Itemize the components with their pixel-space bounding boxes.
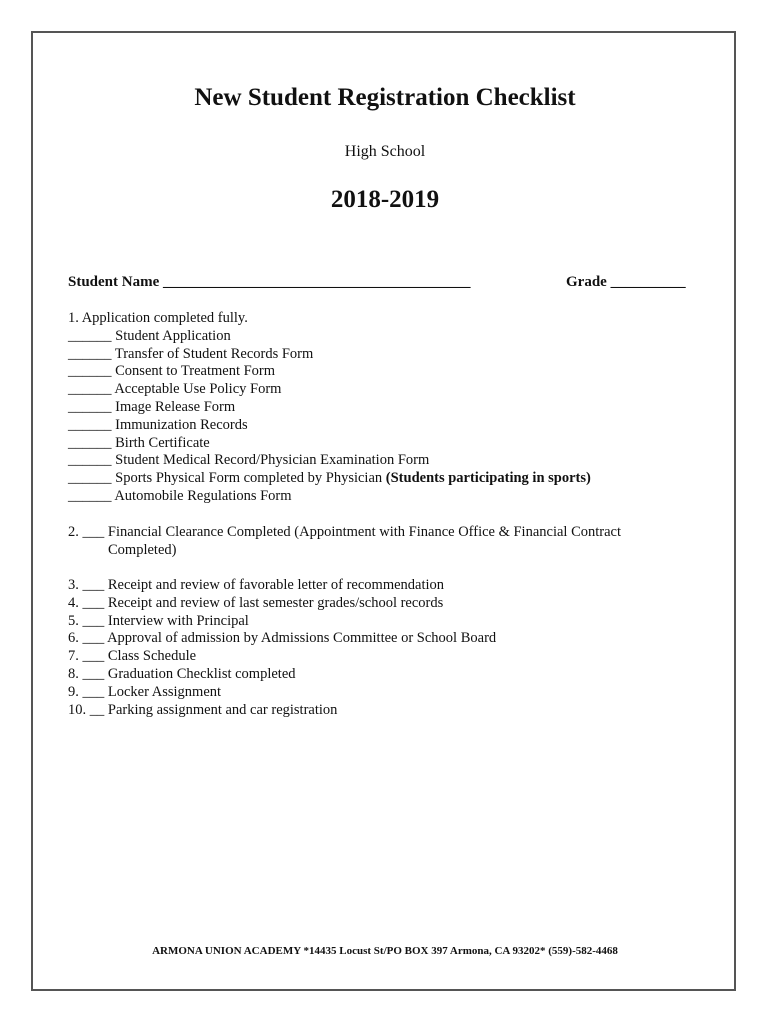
item-text: Receipt and review of favorable letter of recommendation — [107, 577, 445, 593]
checklist-item — [68, 328, 591, 346]
check-blank[interactable]: ___ — [82, 665, 105, 682]
checklist-item — [68, 435, 591, 453]
check-blank[interactable]: ______ — [68, 345, 112, 362]
section-1-heading: 1. Application completed fully. — [68, 310, 248, 326]
check-blank[interactable]: ______ — [68, 434, 112, 451]
item-text: Immunization Records — [115, 416, 248, 433]
checklist-item — [68, 630, 496, 648]
item-number: 2. — [68, 524, 79, 540]
item-number: 6. — [68, 630, 79, 647]
item-text: Student Application — [115, 327, 231, 344]
item-text: Class Schedule — [107, 648, 197, 665]
checklist-item — [68, 577, 496, 595]
check-blank[interactable]: ___ — [82, 577, 105, 593]
footer-address: ARMONA UNION ACADEMY *14435 Locust St/PO BOX 397 Armona, CA 93202* (559)-582-4468 — [152, 945, 618, 957]
check-blank[interactable]: ______ — [68, 381, 112, 398]
item-text: Acceptable Use Policy Form — [114, 381, 282, 398]
checklist-item — [68, 363, 591, 381]
item-text: Approval of admission by Admissions Committee or School Board — [107, 630, 497, 647]
checklist-item — [68, 684, 496, 702]
section-3-list — [68, 577, 496, 719]
section-2-financial — [68, 524, 621, 560]
document-border — [31, 31, 736, 991]
check-blank[interactable]: ______ — [68, 452, 112, 469]
item-text: Birth Certificate — [115, 434, 210, 451]
check-blank[interactable]: ______ — [68, 363, 112, 380]
check-blank[interactable]: ______ — [68, 487, 112, 504]
checklist-item — [68, 595, 496, 613]
check-blank[interactable]: __ — [89, 701, 105, 718]
grade-field[interactable] — [566, 274, 686, 291]
section-2-line-2: Completed) — [108, 541, 177, 558]
item-text: Image Release Form — [115, 398, 236, 415]
section-2-line-1 — [68, 524, 621, 542]
checklist-item — [68, 666, 496, 684]
checklist-item — [68, 613, 496, 631]
school-year: 2018-2019 — [330, 186, 440, 213]
item-text: Parking assignment and car registration — [107, 701, 338, 718]
check-blank[interactable]: ______ — [68, 327, 112, 344]
item-text: Consent to Treatment Form — [115, 363, 276, 380]
item-note: (Students participating in sports) — [385, 470, 591, 487]
check-blank[interactable]: ______ — [68, 416, 112, 433]
item-text: Financial Clearance Completed (Appointment with Finance Office & Financial Contract — [107, 524, 622, 540]
item-text: Interview with Principal — [107, 612, 249, 629]
document-title: New Student Registration Checklist — [194, 84, 576, 111]
item-number: 10. — [68, 701, 87, 718]
item-number: 5. — [68, 612, 79, 629]
checklist-item — [68, 417, 591, 435]
item-text: Transfer of Student Records Form — [114, 345, 314, 362]
check-blank[interactable]: ___ — [82, 524, 105, 540]
item-text: Receipt and review of last semester grades/school records — [107, 594, 444, 611]
checklist-item — [68, 702, 496, 720]
item-number: 8. — [68, 665, 79, 682]
checklist-item — [68, 381, 591, 399]
document-subtitle: High School — [344, 143, 426, 160]
item-text: Sports Physical Form completed by Physician — [115, 470, 383, 487]
item-text: Graduation Checklist completed — [107, 665, 296, 682]
item-text: Locker Assignment — [107, 683, 222, 700]
item-text: Automobile Regulations Form — [114, 487, 292, 504]
grade-label: Grade — [566, 274, 607, 290]
check-blank[interactable]: ___ — [82, 612, 105, 629]
grade-blank[interactable]: __________ — [610, 274, 686, 290]
item-number: 9. — [68, 683, 79, 700]
check-blank[interactable]: ___ — [82, 683, 105, 700]
item-number: 3. — [68, 577, 79, 593]
checklist-item — [68, 452, 591, 470]
checklist-item — [68, 346, 591, 364]
section-1-application — [68, 310, 591, 506]
checklist-item — [68, 648, 496, 666]
student-name-label: Student Name — [68, 274, 160, 290]
checklist-item — [68, 488, 591, 506]
item-text: Student Medical Record/Physician Examination Form — [115, 452, 430, 469]
checklist-item — [68, 470, 591, 488]
check-blank[interactable]: ___ — [82, 630, 105, 647]
check-blank[interactable]: ___ — [82, 594, 105, 611]
item-number: 7. — [68, 648, 79, 665]
student-name-field[interactable] — [68, 274, 471, 291]
checklist-item — [68, 399, 591, 417]
check-blank[interactable]: ___ — [82, 648, 105, 665]
check-blank[interactable]: ______ — [68, 398, 112, 415]
item-number: 4. — [68, 594, 79, 611]
check-blank[interactable]: ______ — [68, 470, 112, 487]
student-name-blank[interactable]: _________________________________________ — [163, 274, 471, 290]
